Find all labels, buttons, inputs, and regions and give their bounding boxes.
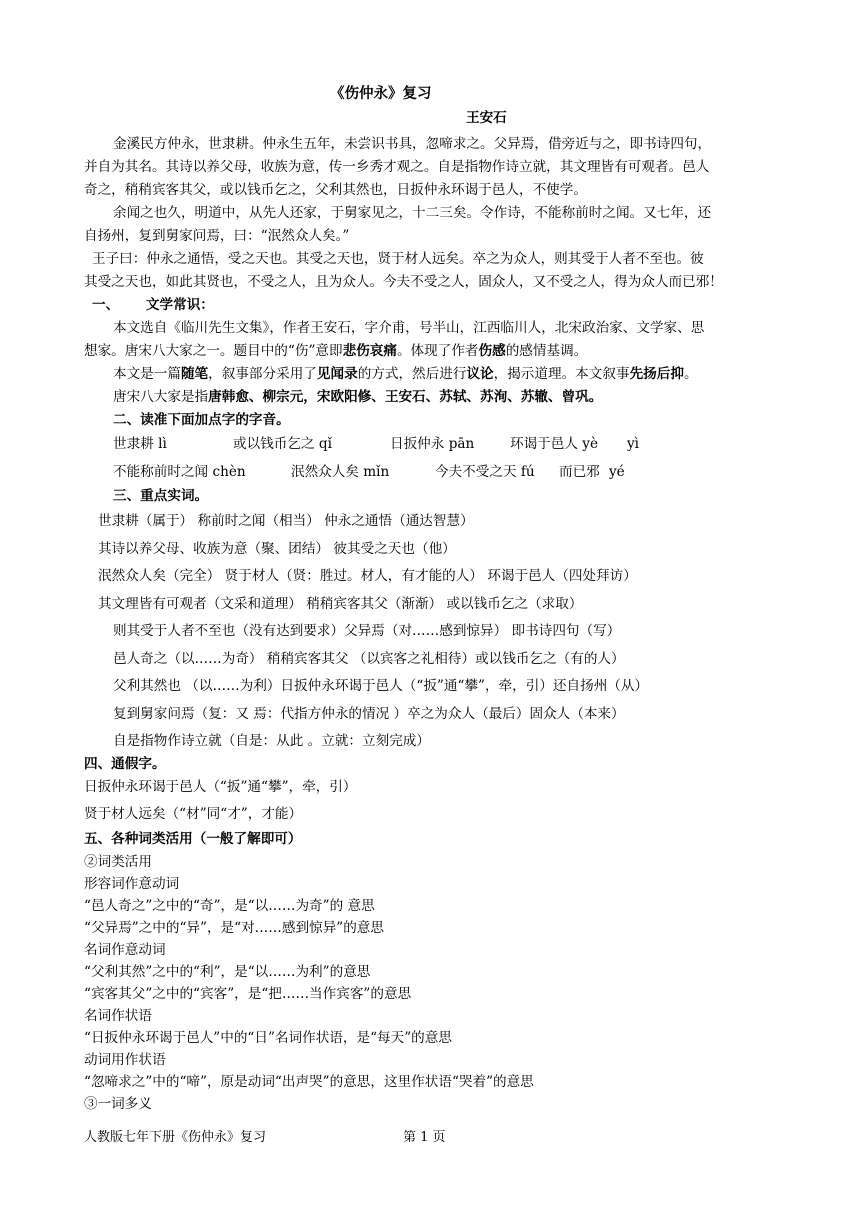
text-run: 想家。唐宋八大家之一。题目中的“伤”意即 (84, 343, 343, 359)
text-run: ，揭示道理。本文叙事 (493, 366, 630, 382)
section-title: 文学常识： (145, 297, 214, 313)
section-4-heading: 四、通假字。 (84, 756, 166, 772)
pron-item: 日扳仲永 pān (390, 436, 475, 452)
vocab-line: 父利其然也 （以……为利）日扳仲永环谒于邑人（“扳”通“攀”，牵，引）还自扬州（从） (113, 678, 649, 694)
pron-item: 或以钱币乞之 qǐ (233, 436, 332, 452)
passage-line: 奇之，稍稍宾客其父，或以钱币乞之，父利其然也，日扳仲永环谒于邑人，不使学。 (84, 182, 587, 198)
section-2-heading: 二、读准下面加点字的字音。 (113, 412, 290, 428)
vocab-line: 邑人奇之（以……为奇） 稍稍宾客其父 （以宾客之礼相待）或以钱币乞之（有的人） (113, 651, 625, 667)
pron-item: yì (627, 436, 640, 452)
section-1-line (84, 341, 587, 361)
passage-line: 并自为其名。其诗以养父母，收族为意，传一乡秀才观之。自是指物作诗立就，其文理皆有可观者。邑人 (84, 159, 710, 175)
bold-run: 议论 (466, 366, 494, 382)
section-number: 一、 (92, 297, 120, 313)
passage-line: 其受之天也，如此其贤也，不受之人，且为众人。今夫不受之人，固众人，又不受之人，得为众人而已邪！ (84, 274, 723, 290)
passage-line: 王子曰：仲永之通悟，受之天也。其受之天也，贤于材人远矣。卒之为众人，则其受于人者不至也。彼 (92, 251, 704, 267)
passage-line: 金溪民方仲永，世隶耕。仲永生五年，未尝识书具，忽啼求之。父异焉，借旁近与之，即书诗四句， (113, 136, 712, 152)
bold-run: 见闻录 (316, 366, 358, 382)
vocab-line: 世隶耕（属于） 称前时之闻（相当） 仲永之通悟（通达智慧） (98, 513, 474, 529)
text-run: 。 (683, 366, 698, 382)
pron-item: 泯然众人矣 mǐn (291, 464, 390, 480)
vocab-line: 其文理皆有可观者（文采和道理） 稍稍宾客其父（渐渐） 或以钱币乞之（求取） (98, 596, 583, 612)
usage-line: 名词作状语 (84, 1008, 152, 1024)
section-1-heading (92, 295, 214, 315)
passage-line: 余闻之也久，明道中，从先人还家，于舅家见之，十二三矣。令作诗，不能称前时之闻。又七年，还 (113, 205, 712, 221)
tongjia-line: 贤于材人远矣（“材”同“才”，才能） (84, 806, 303, 822)
bold-run: 唐韩愈、柳宗元，宋欧阳修、王安石、苏轼、苏洵、苏辙、曾巩。 (208, 389, 603, 405)
bold-run: 随笔 (180, 366, 209, 382)
text-run: 的方式，然后进行 (357, 366, 467, 382)
section-5-heading: 五、各种词类活用（一般了解即可） (84, 831, 302, 847)
text-run: 本文是一篇 (113, 366, 181, 382)
text-run: 。体现了作者 (396, 343, 479, 359)
usage-line: 动词用作状语 (84, 1052, 166, 1068)
vocab-line: 则其受于人者不至也（没有达到要求）父异焉（对……感到惊异） 即书诗四句（写） (113, 623, 621, 639)
tongjia-line: 日扳仲永环谒于邑人（“扳”通“攀”，牵，引） (84, 779, 357, 795)
usage-line: “忽啼求之”中的“啼”，原是动词“出声哭”的意思，这里作状语“哭着”的意思 (84, 1074, 534, 1090)
vocab-line: 泯然众人矣（完全） 贤于材人（贤：胜过。材人，有才能的人） 环谒于邑人（四处拜访） (98, 568, 637, 584)
usage-line: “邑人奇之”之中的“奇”，是“以……为奇”的 意思 (84, 898, 375, 914)
pron-item: 世隶耕 lì (113, 436, 167, 452)
page-number: 第 1 页 (403, 1130, 446, 1145)
usage-line: “日扳仲永环谒于邑人”中的“日”名词作状语，是“每天”的意思 (84, 1030, 452, 1046)
section-1-line: 本文选自《临川先生文集》，作者王安石，字介甫，号半山，江西临川人，北宋政治家、文学家、思 (113, 320, 705, 336)
usage-line: ③一词多义 (84, 1096, 152, 1112)
author: 王安石 (466, 110, 507, 126)
text-run: ，叙事部分采用了 (208, 366, 317, 382)
pron-item: 而已邪 (559, 464, 600, 480)
footer-left: 人教版七年下册《伤仲永》复习 (84, 1130, 267, 1145)
pron-item: 环谒于邑人 yè (510, 436, 599, 452)
usage-line: 形容词作意动词 (84, 876, 180, 892)
vocab-line: 复到舅家问焉（复：又 焉：代指方仲永的情况 ）卒之为众人（最后）固众人（本来） (113, 706, 625, 722)
bold-run: 悲伤哀痛 (342, 343, 397, 359)
vocab-line: 其诗以养父母、收族为意（聚、团结） 彼其受之天也（他） (98, 541, 456, 557)
usage-line: “父利其然”之中的“利”，是“以……为利”的意思 (84, 964, 371, 980)
text-run: 的感情基调。 (505, 343, 588, 359)
usage-line: ②词类活用 (84, 854, 152, 870)
usage-line: “宾客其父”之中的“宾客”，是“把……当作宾客”的意思 (84, 986, 412, 1002)
vocab-line: 自是指物作诗立就（自是：从此 。立就：立刻完成） (113, 733, 430, 749)
pron-item: 不能称前时之闻 chèn (113, 464, 246, 480)
bold-run: 伤感 (478, 343, 506, 359)
text-run: 唐宋八大家是指 (113, 389, 209, 405)
usage-line: “父异焉”之中的“异”，是“对……感到惊异”的意思 (84, 920, 384, 936)
passage-line: 自扬州，复到舅家问焉，曰：“泯然众人矣。” (84, 228, 350, 244)
bold-run: 先扬后抑 (629, 366, 684, 382)
pron-item: yé (609, 464, 625, 480)
section-3-heading: 三、重点实词。 (113, 488, 209, 504)
pron-item: 今夫不受之天 fú (435, 464, 535, 480)
usage-line: 名词作意动词 (84, 942, 166, 958)
page-title: 《伤仲永》复习 (330, 85, 432, 102)
section-1-line (113, 387, 602, 407)
section-1-line (113, 364, 698, 384)
